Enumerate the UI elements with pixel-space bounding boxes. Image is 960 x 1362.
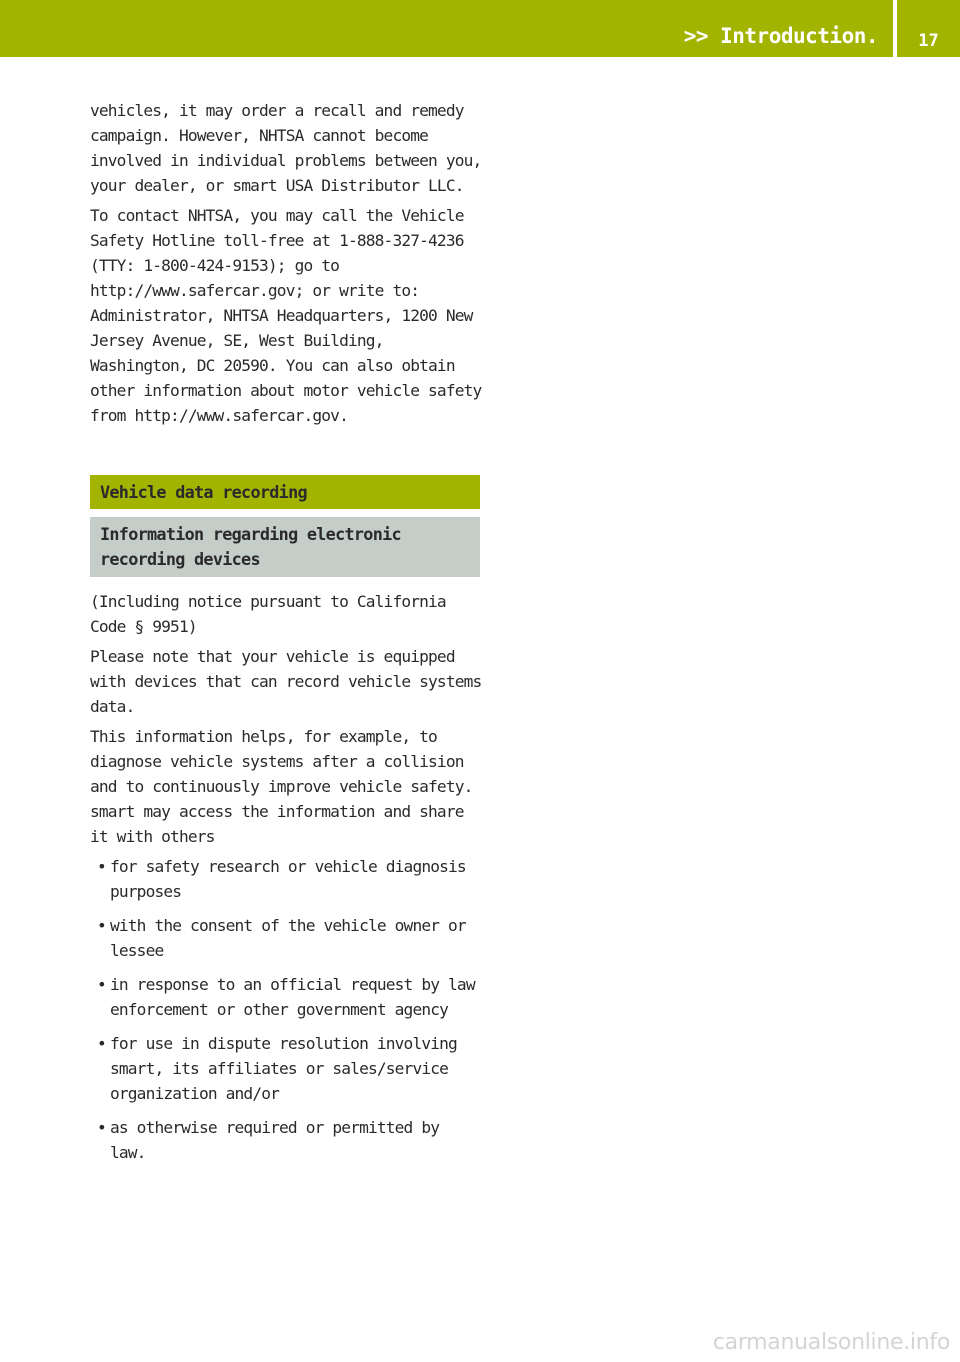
list-item-text: with the consent of the vehicle owner or lessee bbox=[110, 916, 466, 960]
list-item bbox=[90, 854, 482, 904]
bullet-icon: • bbox=[97, 916, 106, 935]
paragraph: smart may access the information and share it with others bbox=[90, 802, 464, 846]
list-item-text: as otherwise required or permitted by law. bbox=[110, 1118, 440, 1162]
subsection-heading: Information regarding electronic recording devices bbox=[90, 517, 480, 577]
main-content bbox=[90, 98, 482, 1174]
paragraph: (Including notice pursuant to California Code § 9951) bbox=[90, 592, 446, 636]
chapter-title: >> Introduction. bbox=[683, 24, 878, 48]
list-item-text: for safety research or vehicle diagnosis purposes bbox=[110, 857, 466, 901]
list-item bbox=[90, 1115, 482, 1165]
bullet-icon: • bbox=[97, 1118, 106, 1137]
list-item bbox=[90, 913, 482, 963]
section-heading: Vehicle data recording bbox=[90, 475, 480, 509]
page-number: 17 bbox=[918, 31, 939, 51]
list-item-text: for use in dispute resolution involving smart, its affiliates or sales/service organization and/or bbox=[110, 1034, 457, 1103]
bullet-icon: • bbox=[97, 1034, 106, 1053]
paragraph: vehicles, it may order a recall and remedy campaign. However, NHTSA cannot become involved in individual problems between you, your dealer, or smart USA Distributor LLC. bbox=[90, 101, 482, 195]
watermark: carmanualsonline.info bbox=[712, 1330, 950, 1355]
list-item bbox=[90, 1031, 482, 1106]
paragraph: To contact NHTSA, you may call the Vehicle Safety Hotline toll-free at 1-888-327-4236 (TTY: 1-800-424-9153); go to http://www.safercar.gov; or write to: Administrator, NHTSA Headquarters, 1200 New Jersey Avenue, SE, West Building, Washington, DC 20590. You can also obtain other information about motor vehicle safety from http://www.safercar.gov. bbox=[90, 206, 482, 425]
paragraph: Please note that your vehicle is equipped with devices that can record vehicle systems data. bbox=[90, 647, 482, 716]
list-item bbox=[90, 972, 482, 1022]
bullet-icon: • bbox=[97, 975, 106, 994]
paragraph: This information helps, for example, to diagnose vehicle systems after a collision and to continuously improve vehicle safety. bbox=[90, 727, 473, 796]
bullet-icon: • bbox=[97, 857, 106, 876]
list-item-text: in response to an official request by law enforcement or other government agency bbox=[110, 975, 475, 1019]
bullet-list bbox=[90, 854, 482, 1165]
